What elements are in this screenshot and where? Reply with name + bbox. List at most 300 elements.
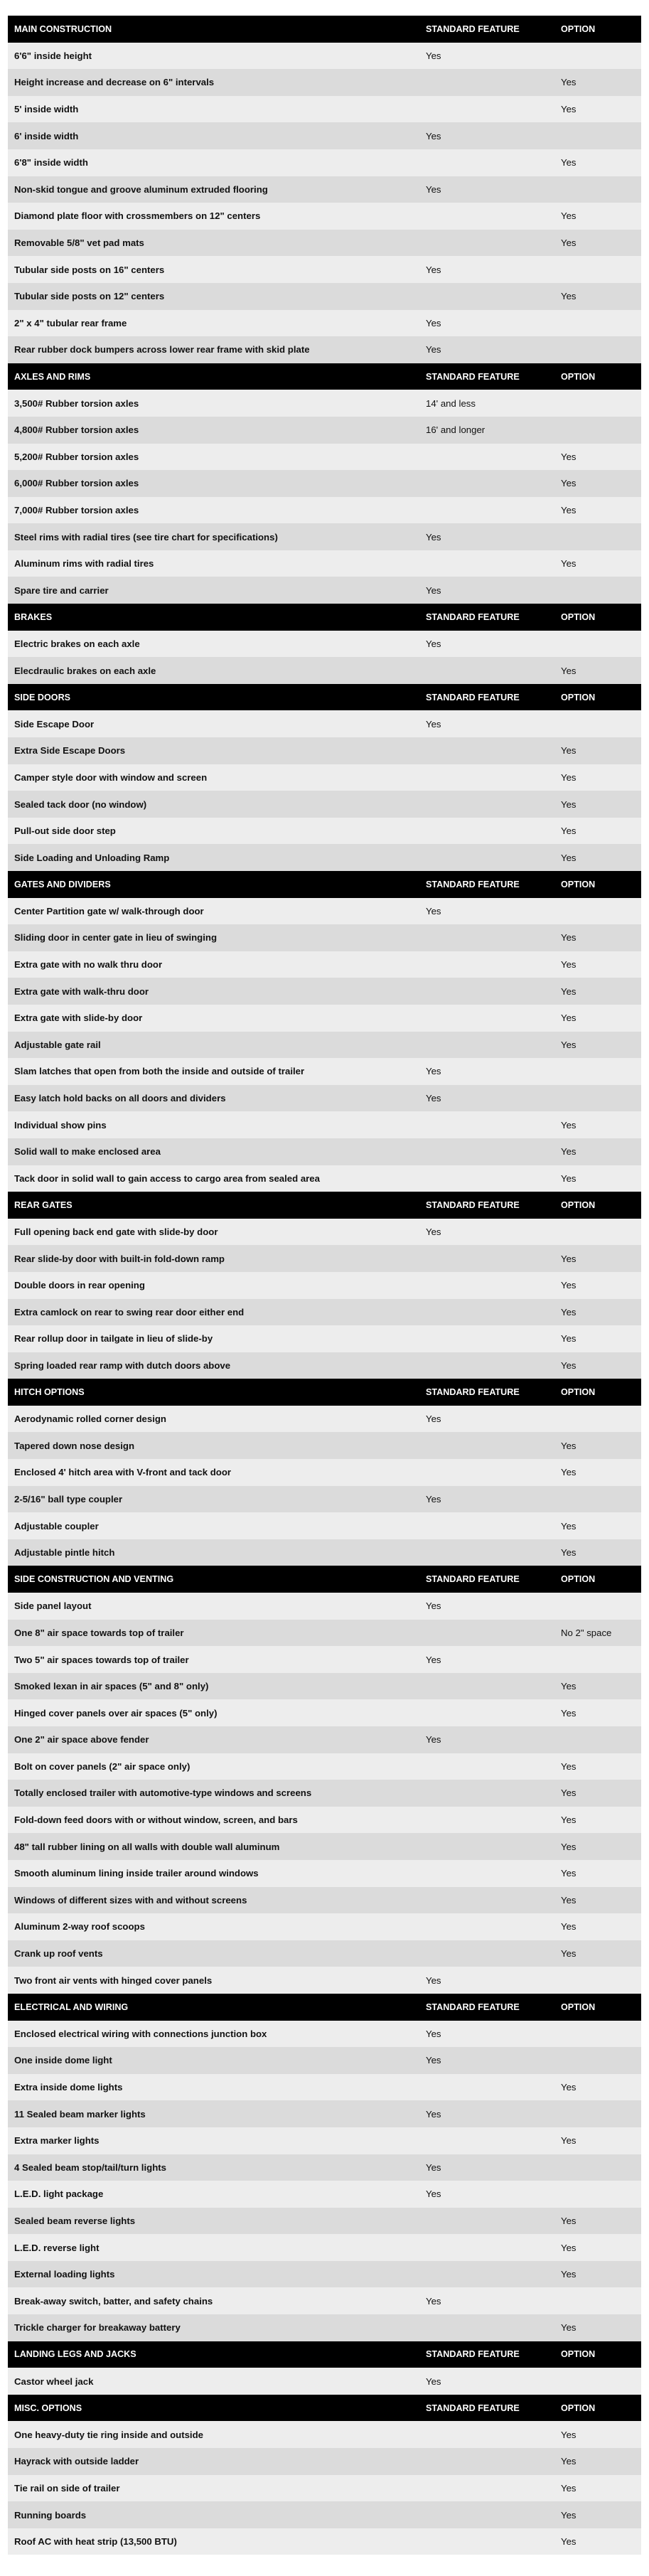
standard-feature-column-header: STANDARD FEATURE bbox=[419, 1192, 554, 1219]
feature-name: Two 5" air spaces towards top of trailer bbox=[8, 1646, 419, 1673]
standard-feature-value bbox=[419, 1620, 554, 1647]
feature-name: Height increase and decrease on 6" intervals bbox=[8, 69, 419, 96]
feature-name: 11 Sealed beam marker lights bbox=[8, 2100, 419, 2127]
table-row bbox=[8, 1219, 641, 1246]
feature-name: One 2" air space above fender bbox=[8, 1726, 419, 1753]
table-row bbox=[8, 1699, 641, 1726]
table-row bbox=[8, 283, 641, 310]
table-row bbox=[8, 1272, 641, 1299]
table-row bbox=[8, 176, 641, 203]
option-value: Yes bbox=[554, 951, 641, 978]
table-row bbox=[8, 1245, 641, 1272]
standard-feature-column-header: STANDARD FEATURE bbox=[419, 871, 554, 898]
option-value: Yes bbox=[554, 1833, 641, 1860]
table-row bbox=[8, 1085, 641, 1112]
option-value: Yes bbox=[554, 1352, 641, 1379]
table-row bbox=[8, 2501, 641, 2528]
option-value bbox=[554, 43, 641, 70]
option-value: Yes bbox=[554, 96, 641, 123]
feature-name: Steel rims with radial tires (see tire chart for specifications) bbox=[8, 523, 419, 550]
table-row bbox=[8, 230, 641, 257]
option-value: Yes bbox=[554, 1005, 641, 1032]
feature-name: Aerodynamic rolled corner design bbox=[8, 1406, 419, 1433]
table-row bbox=[8, 149, 641, 176]
standard-feature-value: Yes bbox=[419, 577, 554, 604]
table-row bbox=[8, 1673, 641, 1700]
table-row bbox=[8, 1005, 641, 1032]
standard-feature-value bbox=[419, 2448, 554, 2475]
standard-feature-value bbox=[419, 951, 554, 978]
option-value: Yes bbox=[554, 2475, 641, 2502]
option-value bbox=[554, 2181, 641, 2208]
standard-feature-value bbox=[419, 203, 554, 230]
standard-feature-value bbox=[419, 1138, 554, 1165]
option-value bbox=[554, 256, 641, 283]
option-column-header: OPTION bbox=[554, 684, 641, 711]
standard-feature-value bbox=[419, 2127, 554, 2154]
standard-feature-value bbox=[419, 2261, 554, 2288]
feature-name: Elecdraulic brakes on each axle bbox=[8, 657, 419, 684]
table-row bbox=[8, 523, 641, 550]
feature-name: Pull-out side door step bbox=[8, 818, 419, 845]
option-value bbox=[554, 2100, 641, 2127]
standard-feature-value: Yes bbox=[419, 1406, 554, 1433]
standard-feature-value bbox=[419, 2234, 554, 2261]
table-row bbox=[8, 470, 641, 497]
standard-feature-value bbox=[419, 2475, 554, 2502]
table-row bbox=[8, 1406, 641, 1433]
feature-name: 6'6" inside height bbox=[8, 43, 419, 70]
feature-name: 3,500# Rubber torsion axles bbox=[8, 390, 419, 417]
standard-feature-column-header: STANDARD FEATURE bbox=[419, 2341, 554, 2368]
section-header bbox=[8, 1994, 641, 2021]
feature-name: Aluminum 2-way roof scoops bbox=[8, 1913, 419, 1940]
option-value: Yes bbox=[554, 69, 641, 96]
section-header bbox=[8, 363, 641, 390]
standard-feature-value bbox=[419, 2528, 554, 2555]
standard-feature-value bbox=[419, 1325, 554, 1352]
table-row bbox=[8, 444, 641, 471]
feature-name: Bolt on cover panels (2" air space only) bbox=[8, 1753, 419, 1780]
feature-name: Smoked lexan in air spaces (5" and 8" only) bbox=[8, 1673, 419, 1700]
option-value bbox=[554, 1646, 641, 1673]
option-value: Yes bbox=[554, 2208, 641, 2235]
features-table bbox=[8, 16, 641, 2555]
standard-feature-value bbox=[419, 818, 554, 845]
standard-feature-column-header: STANDARD FEATURE bbox=[419, 1994, 554, 2021]
section-title: HITCH OPTIONS bbox=[8, 1379, 419, 1406]
feature-name: Tapered down nose design bbox=[8, 1432, 419, 1459]
table-row bbox=[8, 1833, 641, 1860]
feature-name: Hinged cover panels over air spaces (5" only) bbox=[8, 1699, 419, 1726]
option-column-header: OPTION bbox=[554, 871, 641, 898]
table-row bbox=[8, 256, 641, 283]
feature-name: L.E.D. reverse light bbox=[8, 2234, 419, 2261]
table-row bbox=[8, 550, 641, 577]
feature-name: Tubular side posts on 16" centers bbox=[8, 256, 419, 283]
option-value bbox=[554, 1406, 641, 1433]
table-row bbox=[8, 1432, 641, 1459]
option-value bbox=[554, 1593, 641, 1620]
standard-feature-value: Yes bbox=[419, 2154, 554, 2181]
table-row bbox=[8, 737, 641, 764]
feature-name: Non-skid tongue and groove aluminum extruded flooring bbox=[8, 176, 419, 203]
table-row bbox=[8, 1459, 641, 1486]
table-row bbox=[8, 1299, 641, 1326]
table-row bbox=[8, 1807, 641, 1834]
table-row bbox=[8, 2100, 641, 2127]
standard-feature-value bbox=[419, 2421, 554, 2448]
feature-name: Side panel layout bbox=[8, 1593, 419, 1620]
feature-name: Slam latches that open from both the inside and outside of trailer bbox=[8, 1058, 419, 1085]
feature-name: Individual show pins bbox=[8, 1111, 419, 1138]
option-value: Yes bbox=[554, 1512, 641, 1539]
feature-name: Castor wheel jack bbox=[8, 2368, 419, 2395]
option-value: Yes bbox=[554, 2448, 641, 2475]
section-title: SIDE DOORS bbox=[8, 684, 419, 711]
option-column-header: OPTION bbox=[554, 16, 641, 43]
table-row bbox=[8, 1032, 641, 1059]
feature-name: Extra gate with slide-by door bbox=[8, 1005, 419, 1032]
section-title: LANDING LEGS AND JACKS bbox=[8, 2341, 419, 2368]
table-row bbox=[8, 336, 641, 363]
feature-name: Spare tire and carrier bbox=[8, 577, 419, 604]
option-value bbox=[554, 710, 641, 737]
feature-name: Rear slide-by door with built-in fold-down ramp bbox=[8, 1245, 419, 1272]
standard-feature-column-header: STANDARD FEATURE bbox=[419, 1566, 554, 1593]
table-row bbox=[8, 2127, 641, 2154]
table-row bbox=[8, 978, 641, 1005]
table-row bbox=[8, 1352, 641, 1379]
feature-name: 6'8" inside width bbox=[8, 149, 419, 176]
option-column-header: OPTION bbox=[554, 2341, 641, 2368]
standard-feature-value: Yes bbox=[419, 2368, 554, 2395]
feature-name: Smooth aluminum lining inside trailer around windows bbox=[8, 1860, 419, 1887]
feature-name: Break-away switch, batter, and safety chains bbox=[8, 2287, 419, 2314]
standard-feature-value bbox=[419, 1272, 554, 1299]
option-value: Yes bbox=[554, 657, 641, 684]
standard-feature-value bbox=[419, 149, 554, 176]
feature-name: One heavy-duty tie ring inside and outside bbox=[8, 2421, 419, 2448]
option-value: Yes bbox=[554, 1165, 641, 1192]
standard-feature-value bbox=[419, 230, 554, 257]
table-row bbox=[8, 791, 641, 818]
option-column-header: OPTION bbox=[554, 363, 641, 390]
standard-feature-value bbox=[419, 978, 554, 1005]
feature-name: Camper style door with window and screen bbox=[8, 764, 419, 791]
feature-name: External loading lights bbox=[8, 2261, 419, 2288]
standard-feature-value: Yes bbox=[419, 523, 554, 550]
section-header bbox=[8, 2341, 641, 2368]
option-value: Yes bbox=[554, 2127, 641, 2154]
feature-name: Fold-down feed doors with or without window, screen, and bars bbox=[8, 1807, 419, 1834]
table-row bbox=[8, 390, 641, 417]
standard-feature-value bbox=[419, 470, 554, 497]
feature-name: Side Escape Door bbox=[8, 710, 419, 737]
standard-feature-value bbox=[419, 1032, 554, 1059]
feature-name: Enclosed electrical wiring with connections junction box bbox=[8, 2021, 419, 2048]
table-row bbox=[8, 2368, 641, 2395]
table-row bbox=[8, 1967, 641, 1994]
section-header bbox=[8, 1379, 641, 1406]
standard-feature-value: Yes bbox=[419, 122, 554, 149]
option-value: Yes bbox=[554, 1673, 641, 1700]
standard-feature-value: Yes bbox=[419, 710, 554, 737]
feature-name: Windows of different sizes with and without screens bbox=[8, 1887, 419, 1914]
standard-feature-value bbox=[419, 2314, 554, 2341]
standard-feature-value bbox=[419, 283, 554, 310]
standard-feature-value: Yes bbox=[419, 1486, 554, 1513]
table-row bbox=[8, 2021, 641, 2048]
option-value: Yes bbox=[554, 2234, 641, 2261]
table-row bbox=[8, 951, 641, 978]
section-title: REAR GATES bbox=[8, 1192, 419, 1219]
standard-feature-value: Yes bbox=[419, 2100, 554, 2127]
standard-feature-value bbox=[419, 1005, 554, 1032]
table-row bbox=[8, 844, 641, 871]
standard-feature-value bbox=[419, 550, 554, 577]
table-row bbox=[8, 1646, 641, 1673]
section-title: GATES AND DIVIDERS bbox=[8, 871, 419, 898]
standard-feature-value bbox=[419, 1111, 554, 1138]
table-row bbox=[8, 2234, 641, 2261]
feature-name: Enclosed 4' hitch area with V-front and tack door bbox=[8, 1459, 419, 1486]
standard-feature-value: Yes bbox=[419, 898, 554, 925]
option-value bbox=[554, 122, 641, 149]
option-value: Yes bbox=[554, 1138, 641, 1165]
option-value: Yes bbox=[554, 1245, 641, 1272]
standard-feature-column-header: STANDARD FEATURE bbox=[419, 1379, 554, 1406]
standard-feature-value bbox=[419, 444, 554, 471]
standard-feature-value bbox=[419, 1539, 554, 1566]
option-value: Yes bbox=[554, 844, 641, 871]
feature-name: Extra gate with no walk thru door bbox=[8, 951, 419, 978]
option-value bbox=[554, 1486, 641, 1513]
feature-name: Solid wall to make enclosed area bbox=[8, 1138, 419, 1165]
feature-name: Double doors in rear opening bbox=[8, 1272, 419, 1299]
standard-feature-value: Yes bbox=[419, 1085, 554, 1112]
feature-name: Crank up roof vents bbox=[8, 1940, 419, 1967]
feature-name: One inside dome light bbox=[8, 2047, 419, 2074]
feature-name: One 8" air space towards top of trailer bbox=[8, 1620, 419, 1647]
option-column-header: OPTION bbox=[554, 1379, 641, 1406]
standard-feature-column-header: STANDARD FEATURE bbox=[419, 604, 554, 631]
standard-feature-value bbox=[419, 1165, 554, 1192]
standard-feature-value bbox=[419, 764, 554, 791]
features-table-body bbox=[8, 16, 641, 2555]
option-value: Yes bbox=[554, 2528, 641, 2555]
option-column-header: OPTION bbox=[554, 604, 641, 631]
feature-name: Full opening back end gate with slide-by door bbox=[8, 1219, 419, 1246]
standard-feature-value bbox=[419, 2208, 554, 2235]
standard-feature-value bbox=[419, 69, 554, 96]
option-value bbox=[554, 390, 641, 417]
standard-feature-value bbox=[419, 2501, 554, 2528]
option-value bbox=[554, 2287, 641, 2314]
standard-feature-value bbox=[419, 497, 554, 524]
table-row bbox=[8, 2047, 641, 2074]
table-row bbox=[8, 1940, 641, 1967]
option-value bbox=[554, 2021, 641, 2048]
option-value: Yes bbox=[554, 149, 641, 176]
table-row bbox=[8, 2475, 641, 2502]
option-value bbox=[554, 1085, 641, 1112]
table-row bbox=[8, 710, 641, 737]
option-value: Yes bbox=[554, 470, 641, 497]
standard-feature-value bbox=[419, 96, 554, 123]
standard-feature-value bbox=[419, 1245, 554, 1272]
table-row bbox=[8, 1138, 641, 1165]
option-value: Yes bbox=[554, 2074, 641, 2101]
feature-name: Hayrack with outside ladder bbox=[8, 2448, 419, 2475]
table-row bbox=[8, 1887, 641, 1914]
table-row bbox=[8, 1539, 641, 1566]
option-value bbox=[554, 2154, 641, 2181]
feature-name: Totally enclosed trailer with automotive-type windows and screens bbox=[8, 1780, 419, 1807]
option-value: Yes bbox=[554, 1807, 641, 1834]
option-value bbox=[554, 1967, 641, 1994]
option-value: Yes bbox=[554, 1032, 641, 1059]
standard-feature-value bbox=[419, 1699, 554, 1726]
standard-feature-value bbox=[419, 1299, 554, 1326]
section-title: BRAKES bbox=[8, 604, 419, 631]
option-value: Yes bbox=[554, 1913, 641, 1940]
standard-feature-value bbox=[419, 924, 554, 951]
option-value: Yes bbox=[554, 2314, 641, 2341]
feature-name: Rear rubber dock bumpers across lower rear frame with skid plate bbox=[8, 336, 419, 363]
table-row bbox=[8, 69, 641, 96]
feature-name: Sliding door in center gate in lieu of swinging bbox=[8, 924, 419, 951]
feature-name: Sealed beam reverse lights bbox=[8, 2208, 419, 2235]
feature-name: Aluminum rims with radial tires bbox=[8, 550, 419, 577]
standard-feature-value bbox=[419, 1860, 554, 1887]
table-row bbox=[8, 1111, 641, 1138]
option-value bbox=[554, 336, 641, 363]
option-value: No 2" space bbox=[554, 1620, 641, 1647]
feature-name: Extra inside dome lights bbox=[8, 2074, 419, 2101]
option-value bbox=[554, 1058, 641, 1085]
option-value: Yes bbox=[554, 1780, 641, 1807]
option-value: Yes bbox=[554, 1753, 641, 1780]
standard-feature-value bbox=[419, 1940, 554, 1967]
table-row bbox=[8, 122, 641, 149]
standard-feature-value: Yes bbox=[419, 1967, 554, 1994]
option-value bbox=[554, 1726, 641, 1753]
feature-name: Extra gate with walk-thru door bbox=[8, 978, 419, 1005]
feature-name: Extra camlock on rear to swing rear door either end bbox=[8, 1299, 419, 1326]
option-value: Yes bbox=[554, 2261, 641, 2288]
standard-feature-value: Yes bbox=[419, 2047, 554, 2074]
option-value: Yes bbox=[554, 1111, 641, 1138]
table-row bbox=[8, 203, 641, 230]
table-row bbox=[8, 577, 641, 604]
feature-name: Center Partition gate w/ walk-through door bbox=[8, 898, 419, 925]
standard-feature-column-header: STANDARD FEATURE bbox=[419, 684, 554, 711]
option-value: Yes bbox=[554, 1272, 641, 1299]
standard-feature-value: Yes bbox=[419, 256, 554, 283]
table-row bbox=[8, 1165, 641, 1192]
option-value bbox=[554, 310, 641, 337]
table-row bbox=[8, 1325, 641, 1352]
table-row bbox=[8, 2287, 641, 2314]
feature-name: Diamond plate floor with crossmembers on 12" centers bbox=[8, 203, 419, 230]
standard-feature-value: Yes bbox=[419, 1219, 554, 1246]
table-row bbox=[8, 818, 641, 845]
table-row bbox=[8, 96, 641, 123]
section-header bbox=[8, 16, 641, 43]
table-row bbox=[8, 1593, 641, 1620]
table-row bbox=[8, 1058, 641, 1085]
feature-name: 5' inside width bbox=[8, 96, 419, 123]
section-title: MAIN CONSTRUCTION bbox=[8, 16, 419, 43]
feature-name: Removable 5/8" vet pad mats bbox=[8, 230, 419, 257]
option-value: Yes bbox=[554, 1299, 641, 1326]
standard-feature-value bbox=[419, 2074, 554, 2101]
standard-feature-value: Yes bbox=[419, 1646, 554, 1673]
table-row bbox=[8, 898, 641, 925]
table-row bbox=[8, 310, 641, 337]
table-row bbox=[8, 1512, 641, 1539]
standard-feature-value: Yes bbox=[419, 1726, 554, 1753]
section-title: SIDE CONSTRUCTION AND VENTING bbox=[8, 1566, 419, 1593]
feature-name: Roof AC with heat strip (13,500 BTU) bbox=[8, 2528, 419, 2555]
standard-feature-value: Yes bbox=[419, 631, 554, 658]
table-row bbox=[8, 764, 641, 791]
standard-feature-value: Yes bbox=[419, 2287, 554, 2314]
standard-feature-value: 16' and longer bbox=[419, 417, 554, 444]
feature-name: Adjustable coupler bbox=[8, 1512, 419, 1539]
feature-name: Two front air vents with hinged cover panels bbox=[8, 1967, 419, 1994]
option-value bbox=[554, 176, 641, 203]
table-row bbox=[8, 2181, 641, 2208]
option-column-header: OPTION bbox=[554, 1994, 641, 2021]
table-row bbox=[8, 2074, 641, 2101]
standard-feature-column-header: STANDARD FEATURE bbox=[419, 2395, 554, 2422]
feature-name: Side Loading and Unloading Ramp bbox=[8, 844, 419, 871]
option-value: Yes bbox=[554, 1432, 641, 1459]
section-header bbox=[8, 1192, 641, 1219]
standard-feature-value: Yes bbox=[419, 43, 554, 70]
table-row bbox=[8, 1860, 641, 1887]
table-row bbox=[8, 417, 641, 444]
standard-feature-value bbox=[419, 1807, 554, 1834]
table-row bbox=[8, 1486, 641, 1513]
section-title: AXLES AND RIMS bbox=[8, 363, 419, 390]
option-value: Yes bbox=[554, 1887, 641, 1914]
table-row bbox=[8, 2314, 641, 2341]
table-row bbox=[8, 2208, 641, 2235]
section-header bbox=[8, 684, 641, 711]
option-column-header: OPTION bbox=[554, 1192, 641, 1219]
standard-feature-value: Yes bbox=[419, 176, 554, 203]
table-row bbox=[8, 1913, 641, 1940]
standard-feature-value: Yes bbox=[419, 1593, 554, 1620]
option-value bbox=[554, 898, 641, 925]
option-value: Yes bbox=[554, 1539, 641, 1566]
option-value: Yes bbox=[554, 1699, 641, 1726]
standard-feature-value: Yes bbox=[419, 2181, 554, 2208]
standard-feature-value: 14' and less bbox=[419, 390, 554, 417]
section-header bbox=[8, 871, 641, 898]
feature-name: Sealed tack door (no window) bbox=[8, 791, 419, 818]
option-value bbox=[554, 577, 641, 604]
standard-feature-value bbox=[419, 1833, 554, 1860]
option-value: Yes bbox=[554, 230, 641, 257]
feature-name: 4,800# Rubber torsion axles bbox=[8, 417, 419, 444]
standard-feature-value bbox=[419, 791, 554, 818]
standard-feature-column-header: STANDARD FEATURE bbox=[419, 16, 554, 43]
option-value: Yes bbox=[554, 203, 641, 230]
